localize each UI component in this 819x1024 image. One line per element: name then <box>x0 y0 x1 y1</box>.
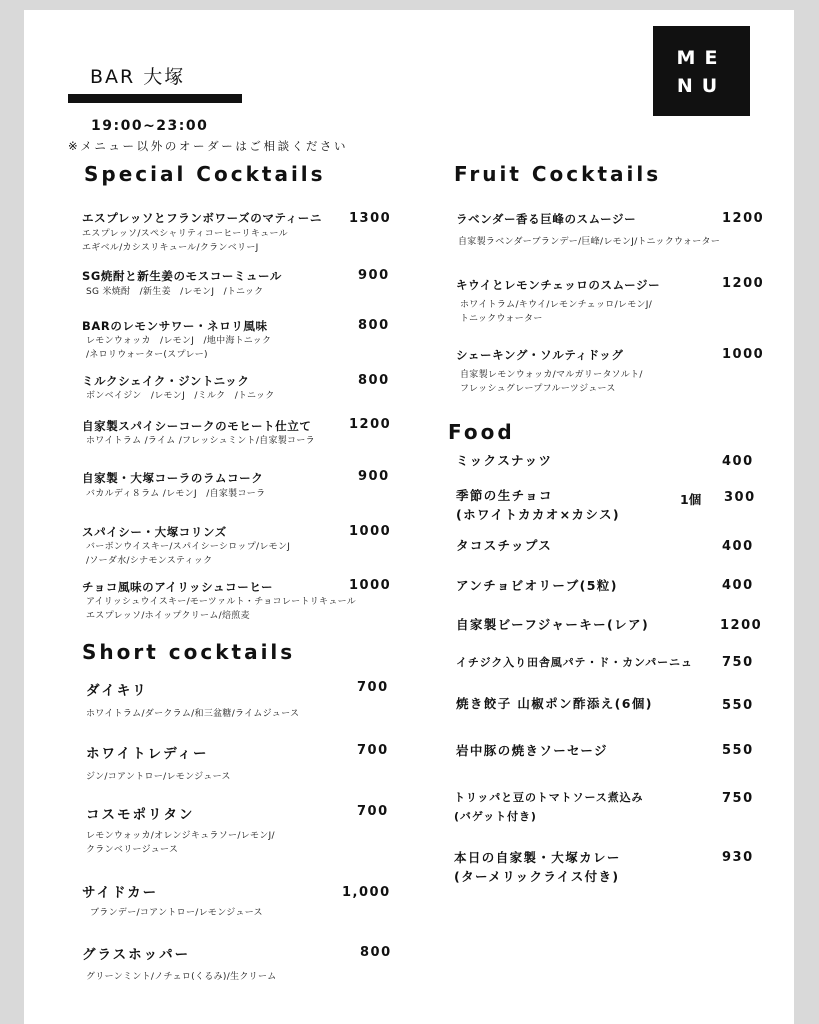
food-item-name: タコスチップス <box>456 538 553 553</box>
desc-line: フレッシュグレープフルーツジュース <box>460 384 616 394</box>
short-item-name: コスモポリタン <box>86 807 195 823</box>
food-item-name <box>454 848 621 886</box>
desc-line: /ソーダ水/シナモンスティック <box>86 556 213 566</box>
menu-logo-line1: ME <box>676 47 727 69</box>
desc-line: SG 米焼酎 /新生姜 /レモンJ /トニック <box>86 287 264 297</box>
order-note: ※メニュー以外のオーダーはご相談ください <box>68 139 349 153</box>
short-item-price: 1,000 <box>342 885 391 900</box>
food-item-name: イチジク入り田舎風パテ・ド・カンパーニュ <box>456 656 693 669</box>
desc-line: ホワイトラム/キウイ/レモンチェッロ/レモンJ/ <box>460 300 653 310</box>
short-item-price: 700 <box>357 804 389 819</box>
menu-logo-box <box>653 26 750 116</box>
food-name-line: 本日の自家製・大塚カレー <box>454 850 621 865</box>
special-item-price: 1200 <box>349 417 392 432</box>
food-item-name: 岩中豚の焼きソーセージ <box>456 743 608 758</box>
short-cocktails-title: Short cocktails <box>82 640 296 664</box>
special-item-desc <box>86 334 271 362</box>
food-item-name <box>454 788 643 826</box>
special-item-name: SG焼酎と新生姜のモスコーミュール <box>82 269 282 283</box>
short-item-name: ダイキリ <box>86 683 148 699</box>
fruit-item-price: 1200 <box>722 211 765 226</box>
special-item-name: 自家製・大塚コーラのラムコーク <box>82 471 264 485</box>
title-underline <box>68 94 242 103</box>
short-item-name: サイドカー <box>82 885 159 901</box>
special-item-name: チョコ風味のアイリッシュコーヒー <box>82 580 274 594</box>
food-item-price: 400 <box>722 578 754 593</box>
fruit-item-name: シェーキング・ソルティドッグ <box>456 348 624 362</box>
short-item-price: 700 <box>357 743 389 758</box>
special-item-desc <box>86 285 263 299</box>
desc-line: エスプレッソ/ホイップクリーム/焙煎麦 <box>86 611 250 621</box>
desc-line: ホワイトラム/ダークラム/和三盆糖/ライムジュース <box>86 709 300 719</box>
special-item-name: エスプレッソとフランボワーズのマティーニ <box>82 211 322 225</box>
food-item-name: アンチョビオリーブ(5粒) <box>456 578 618 593</box>
desc-line: 自家製レモンウォッカ/マルガリータソルト/ <box>460 370 643 380</box>
food-item-name: 焼き餃子 山椒ポン酢添え(6個) <box>456 696 653 711</box>
opening-hours: 19:00~23:00 <box>91 118 209 134</box>
special-item-price: 800 <box>358 318 390 333</box>
special-item-name: 自家製スパイシーコークのモヒート仕立て <box>82 419 312 433</box>
menu-page <box>24 10 794 1024</box>
food-name-line: 季節の生チョコ <box>456 488 553 503</box>
food-name-line: (ターメリックライス付き) <box>454 869 620 884</box>
fruit-item-name: キウイとレモンチェッロのスムージー <box>456 278 661 292</box>
desc-line: 自家製ラベンダーブランデー/巨峰/レモンJ/トニックウォーター <box>458 237 721 247</box>
special-item-price: 1300 <box>349 211 392 226</box>
special-item-desc <box>82 227 288 255</box>
fruit-item-name: ラベンダー香る巨峰のスムージー <box>456 212 637 226</box>
food-item-price: 550 <box>722 743 754 758</box>
food-title: Food <box>448 420 515 444</box>
desc-line: トニックウォーター <box>460 314 543 324</box>
special-item-name: スパイシー・大塚コリンズ <box>82 525 227 539</box>
desc-line: クランベリージュース <box>86 845 179 855</box>
special-item-name: ミルクシェイク・ジントニック <box>82 374 250 388</box>
food-item-name <box>456 486 620 524</box>
special-item-price: 800 <box>358 373 390 388</box>
food-name-line: トリッパと豆のトマトソース煮込み <box>454 791 644 804</box>
special-item-desc <box>86 595 356 623</box>
short-item-desc <box>90 906 263 920</box>
fruit-item-price: 1200 <box>722 276 765 291</box>
food-item-price: 750 <box>722 655 754 670</box>
short-item-name: グラスホッパー <box>82 947 191 963</box>
desc-line: ブランデー/コアントロー/レモンジュース <box>90 908 263 918</box>
fruit-item-price: 1000 <box>722 347 765 362</box>
desc-line: レモンウォッカ /レモンJ /地中海トニック <box>86 336 272 346</box>
desc-line: ホワイトラム /ライム /フレッシュミント/自家製コーラ <box>86 436 315 446</box>
food-name-line: (バゲット付き) <box>454 810 537 823</box>
special-item-desc <box>86 434 315 448</box>
food-item-name: 自家製ビーフジャーキー(レア) <box>456 617 650 632</box>
special-item-desc <box>86 487 265 501</box>
fruit-item-desc <box>458 235 720 249</box>
food-name-line: (ホワイトカカオ×カシス) <box>456 507 620 522</box>
short-item-desc <box>86 970 277 984</box>
desc-line: /ネロリウォーター(スプレー) <box>86 350 208 360</box>
fruit-item-desc <box>460 298 652 326</box>
food-item-price: 930 <box>722 850 754 865</box>
desc-line: バカルディ８ラム /レモンJ /自家製コーラ <box>86 489 266 499</box>
special-cocktails-title: Special Cocktails <box>84 162 326 186</box>
food-item-price: 750 <box>722 791 754 806</box>
special-item-price: 900 <box>358 469 390 484</box>
food-item-price: 1200 <box>720 618 763 633</box>
bar-name: BAR 大塚 <box>90 66 186 88</box>
short-item-desc <box>86 707 299 721</box>
desc-line: バーボンウイスキー/スパイシーシロップ/レモンJ <box>86 542 291 552</box>
food-item-name: ミックスナッツ <box>456 453 553 468</box>
short-item-price: 800 <box>360 945 392 960</box>
desc-line: エギベル/カシスリキュール/クランベリーJ <box>82 243 259 253</box>
desc-line: ボンベイジン /レモンJ /ミルク /トニック <box>86 391 275 401</box>
desc-line: ジン/コアントロー/レモンジュース <box>86 772 231 782</box>
food-item-price: 400 <box>722 539 754 554</box>
special-item-price: 1000 <box>349 524 392 539</box>
food-item-price: 400 <box>722 454 754 469</box>
fruit-item-desc <box>460 368 643 396</box>
special-item-name: BARのレモンサワー・ネロリ風味 <box>82 319 268 333</box>
short-item-name: ホワイトレディー <box>86 746 209 762</box>
special-item-desc <box>86 389 275 403</box>
special-item-desc <box>86 540 290 568</box>
special-item-price: 900 <box>358 268 390 283</box>
desc-line: エスプレッソ/スペシャリティコーヒーリキュール <box>82 229 288 239</box>
desc-line: グリーンミント/ノチェロ(くるみ)/生クリーム <box>86 972 277 982</box>
short-item-desc <box>86 770 231 784</box>
desc-line: レモンウォッカ/オレンジキュラソー/レモンJ/ <box>86 831 275 841</box>
food-item-quantity: 1個 <box>680 492 702 507</box>
fruit-cocktails-title: Fruit Cocktails <box>454 162 662 186</box>
short-item-price: 700 <box>357 680 389 695</box>
food-item-price: 550 <box>722 698 754 713</box>
food-item-price: 300 <box>724 490 756 505</box>
desc-line: アイリッシュウイスキー/モーツァルト・チョコレートリキュール <box>86 597 357 607</box>
menu-logo-line2: NU <box>676 75 727 97</box>
special-item-price: 1000 <box>349 578 392 593</box>
short-item-desc <box>86 829 275 857</box>
